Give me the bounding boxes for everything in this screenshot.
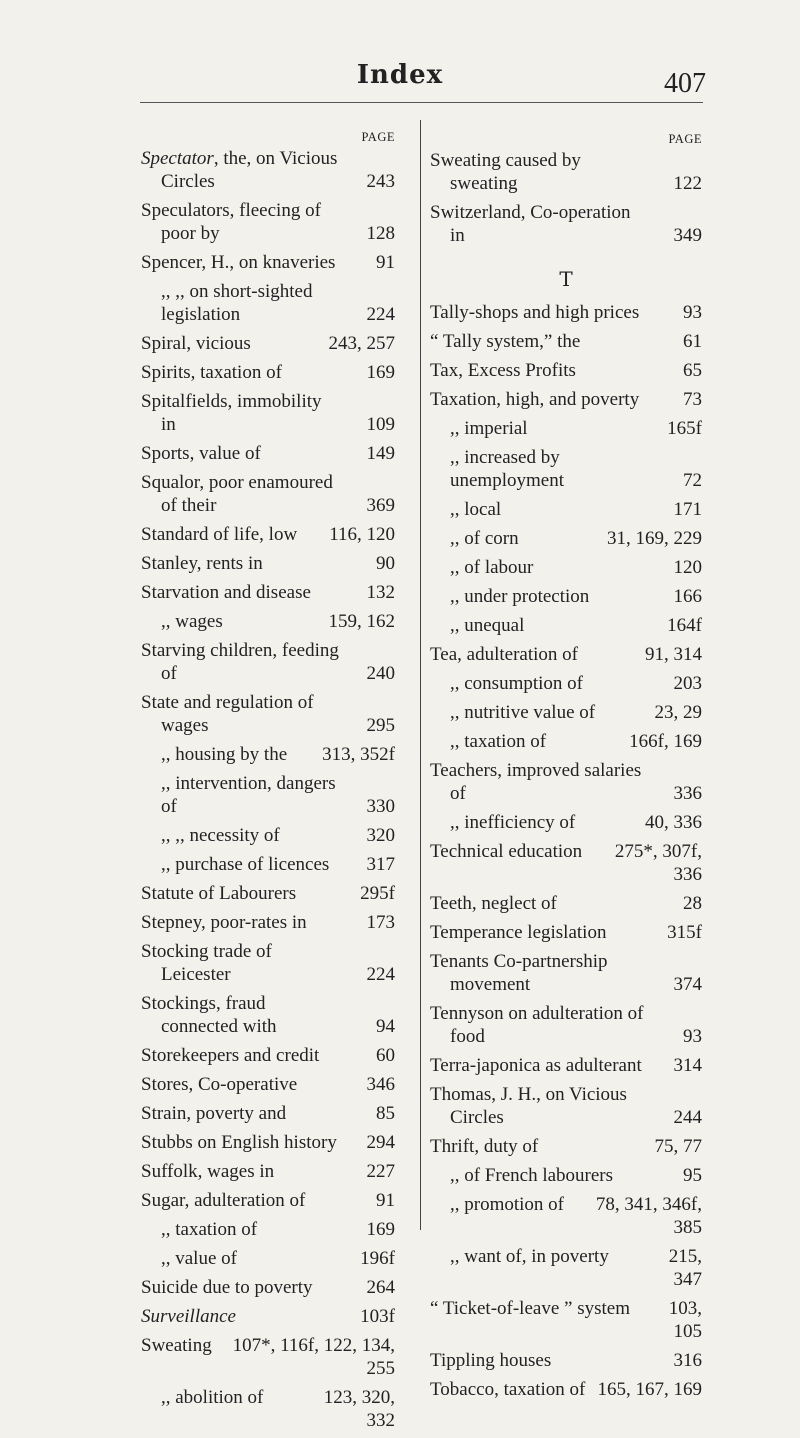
entry-heading: Taxation, high, and poverty xyxy=(430,389,640,410)
entry-pages: 28 xyxy=(683,893,702,914)
index-entry xyxy=(430,446,702,492)
index-entry xyxy=(141,581,395,604)
index-entry xyxy=(430,672,702,695)
entry-pages: 294 xyxy=(366,1132,395,1153)
index-entry xyxy=(141,1160,395,1183)
entry-heading: Suicide due to poverty xyxy=(141,1277,313,1298)
entry-heading: ,, inefficiency of xyxy=(450,812,576,833)
entry-pages: 169 xyxy=(366,1219,395,1240)
index-entry xyxy=(430,921,702,944)
entry-pages: 85 xyxy=(376,1103,395,1124)
entry-pages-continued: 332 xyxy=(366,1410,395,1431)
entry-heading: Tally-shops and high prices xyxy=(430,302,640,323)
entry-pages: 166f, 169 xyxy=(629,731,702,752)
entry-heading: Sugar, adulteration of xyxy=(141,1190,306,1211)
entry-pages: 330 xyxy=(366,796,395,817)
index-entry xyxy=(430,1054,702,1077)
entry-pages: 103f xyxy=(360,1306,395,1327)
entry-pages: 264 xyxy=(366,1277,395,1298)
entry-heading: ,, consumption of xyxy=(450,673,583,694)
index-entry xyxy=(430,301,702,324)
right-column xyxy=(430,132,702,1407)
entry-heading: Sweating xyxy=(141,1335,212,1356)
index-entry xyxy=(141,280,395,326)
index-entry xyxy=(141,442,395,465)
entry-pages: 122 xyxy=(673,173,702,194)
entry-pages: 61 xyxy=(683,331,702,352)
entry-pages: 109 xyxy=(366,414,395,435)
entry-pages: 240 xyxy=(366,663,395,684)
entry-pages: 159, 162 xyxy=(328,611,395,632)
index-entry xyxy=(430,330,702,353)
entry-heading: Standard of life, low xyxy=(141,524,298,545)
index-entry xyxy=(141,772,395,818)
entry-pages: 166 xyxy=(673,586,702,607)
index-entry xyxy=(430,149,702,195)
entry-pages: 23, 29 xyxy=(654,702,702,723)
entry-pages: 91 xyxy=(376,1190,395,1211)
entry-heading: Stepney, poor-rates in xyxy=(141,912,307,933)
entry-pages: 73 xyxy=(683,389,702,410)
page-number: 407 xyxy=(664,68,706,99)
entry-heading: Starving children, feeding of xyxy=(141,640,339,684)
entry-heading: Teeth, neglect of xyxy=(430,893,557,914)
entry-pages: 123, 320, xyxy=(323,1387,395,1408)
index-entry xyxy=(430,556,702,579)
index-entry xyxy=(141,1189,395,1212)
entry-pages: 72 xyxy=(683,470,702,491)
index-entry xyxy=(430,359,702,382)
entry-pages: 149 xyxy=(366,443,395,464)
index-entry xyxy=(141,251,395,274)
index-entry xyxy=(430,1193,702,1239)
index-entry xyxy=(430,811,702,834)
index-entry xyxy=(141,1334,395,1380)
entry-heading: ,, value of xyxy=(161,1248,237,1269)
index-entry xyxy=(430,730,702,753)
index-entry xyxy=(141,332,395,355)
entry-heading: ,, intervention, dangers of xyxy=(161,773,336,817)
entry-pages: 320 xyxy=(366,825,395,846)
entry-pages: 93 xyxy=(683,302,702,323)
entry-pages: 243, 257 xyxy=(328,333,395,354)
entry-pages: 295 xyxy=(366,715,395,736)
entry-pages: 65 xyxy=(683,360,702,381)
entry-heading: Storekeepers and credit xyxy=(141,1045,320,1066)
index-entry xyxy=(141,1131,395,1154)
index-entry xyxy=(430,1164,702,1187)
entry-heading: ,, increased by unemployment xyxy=(450,447,564,491)
entry-heading: Tennyson on adulteration of food xyxy=(430,1003,644,1047)
left-column xyxy=(141,130,395,1438)
index-entry xyxy=(141,853,395,876)
index-entry xyxy=(141,361,395,384)
entry-heading: Stocking trade of Leicester xyxy=(141,941,272,985)
entry-heading: ,, promotion of xyxy=(450,1194,564,1215)
entry-pages-continued: 347 xyxy=(673,1269,702,1290)
entry-heading: Spencer, H., on knaveries xyxy=(141,252,336,273)
page-header xyxy=(0,60,800,120)
index-entry xyxy=(430,1002,702,1048)
entry-heading: Sports, value of xyxy=(141,443,261,464)
entry-heading: ,, of corn xyxy=(450,528,519,549)
index-entry xyxy=(141,390,395,436)
index-entry xyxy=(141,552,395,575)
index-entry xyxy=(141,992,395,1038)
entry-pages: 40, 336 xyxy=(645,812,702,833)
entry-pages: 107*, 116f, 122, 134, xyxy=(232,1335,395,1356)
index-entry xyxy=(141,1102,395,1125)
entry-heading: ,, unequal xyxy=(450,615,525,636)
entry-heading: Stubbs on English history xyxy=(141,1132,337,1153)
entry-heading: Spirits, taxation of xyxy=(141,362,282,383)
entry-pages-continued: 336 xyxy=(673,864,702,885)
entry-heading: Technical education xyxy=(430,841,583,862)
index-entry xyxy=(141,199,395,245)
index-entry xyxy=(430,643,702,666)
entry-pages: 275*, 307f, xyxy=(614,841,702,862)
index-entry xyxy=(141,691,395,737)
index-entry xyxy=(141,1247,395,1270)
entry-pages: 103, xyxy=(668,1298,702,1319)
entry-heading: ,, taxation of xyxy=(161,1219,258,1240)
index-entry xyxy=(430,614,702,637)
entry-pages: 132 xyxy=(366,582,395,603)
index-entry xyxy=(141,1386,395,1432)
entry-pages: 120 xyxy=(673,557,702,578)
entry-heading: ,, taxation of xyxy=(450,731,547,752)
entry-heading: ,, imperial xyxy=(450,418,528,439)
entry-pages-continued: 105 xyxy=(673,1321,702,1342)
entry-pages: 95 xyxy=(683,1165,702,1186)
index-entry xyxy=(141,610,395,633)
entry-pages: 316 xyxy=(673,1350,702,1371)
index-entry xyxy=(430,1083,702,1129)
entry-heading: ,, ,, on short-sighted legislation xyxy=(161,281,313,325)
entry-heading: State and regulation of wages xyxy=(141,692,314,736)
entry-pages: 346 xyxy=(366,1074,395,1095)
entry-pages: 349 xyxy=(673,225,702,246)
index-entry xyxy=(141,1218,395,1241)
entry-heading: Tea, adulteration of xyxy=(430,644,578,665)
index-entry xyxy=(141,911,395,934)
entry-pages: 90 xyxy=(376,553,395,574)
entry-pages: 31, 169, 229 xyxy=(607,528,702,549)
entry-heading: Suffolk, wages in xyxy=(141,1161,275,1182)
index-entry xyxy=(141,471,395,517)
entry-heading: Speculators, fleecing of poor by xyxy=(141,200,321,244)
entry-pages: 165f xyxy=(667,418,702,439)
entry-pages: 374 xyxy=(673,974,702,995)
entry-pages: 116, 120 xyxy=(329,524,395,545)
entry-pages: 295f xyxy=(360,883,395,904)
entry-pages-continued: 385 xyxy=(673,1217,702,1238)
entry-heading: Thomas, J. H., on Vicious Circles xyxy=(430,1084,627,1128)
index-entry xyxy=(430,759,702,805)
entry-heading: Statute of Labourers xyxy=(141,883,297,904)
entry-heading: Terra-japonica as adulterant xyxy=(430,1055,642,1076)
index-entry xyxy=(430,1349,702,1372)
entry-pages: 314 xyxy=(673,1055,702,1076)
index-entry xyxy=(430,388,702,411)
index-entry xyxy=(430,201,702,247)
entry-pages: 171 xyxy=(673,499,702,520)
entry-pages: 91 xyxy=(376,252,395,273)
entry-heading: Stockings, fraud connected with xyxy=(141,993,277,1037)
entry-pages: 173 xyxy=(366,912,395,933)
entry-heading: Strain, poverty and xyxy=(141,1103,287,1124)
right-entry-list xyxy=(430,149,702,1401)
entry-pages: 164f xyxy=(667,615,702,636)
page-column-label: PAGE xyxy=(361,130,395,144)
index-entry xyxy=(430,892,702,915)
index-entry xyxy=(141,639,395,685)
index-entry xyxy=(141,743,395,766)
entry-pages: 369 xyxy=(366,495,395,516)
entry-pages-continued: 255 xyxy=(366,1358,395,1379)
entry-pages: 224 xyxy=(366,304,395,325)
index-entry xyxy=(141,1044,395,1067)
entry-heading: ,, of French labourers xyxy=(450,1165,614,1186)
index-entry xyxy=(430,840,702,886)
entry-pages: 78, 341, 346f, xyxy=(595,1194,702,1215)
entry-heading: ,, wages xyxy=(161,611,223,632)
index-entry xyxy=(141,940,395,986)
entry-heading: Switzerland, Co-operation in xyxy=(430,202,631,246)
entry-pages: 243 xyxy=(366,171,395,192)
index-entry xyxy=(430,498,702,521)
entry-heading: ,, abolition of xyxy=(161,1387,264,1408)
entry-pages: 215, xyxy=(668,1246,702,1267)
entry-pages: 315f xyxy=(667,922,702,943)
running-title: Index xyxy=(356,60,444,90)
entry-pages: 196f xyxy=(360,1248,395,1269)
index-entry xyxy=(141,824,395,847)
entry-heading: Stores, Co-operative xyxy=(141,1074,298,1095)
entry-pages: 203 xyxy=(673,673,702,694)
entry-heading: Tenants Co-partnership movement xyxy=(430,951,608,995)
entry-pages: 169 xyxy=(366,362,395,383)
entry-heading: Sweating caused by sweating xyxy=(430,150,581,194)
entry-heading: ,, housing by the xyxy=(161,744,288,765)
index-entry xyxy=(430,585,702,608)
left-entry-list xyxy=(141,147,395,1432)
index-entry xyxy=(141,1073,395,1096)
index-entry xyxy=(430,1245,702,1291)
entry-heading: Squalor, poor enamoured of their xyxy=(141,472,333,516)
entry-pages: 317 xyxy=(366,854,395,875)
entry-heading: ,, want of, in poverty xyxy=(450,1246,609,1267)
index-entry xyxy=(141,1305,395,1328)
entry-pages: 93 xyxy=(683,1026,702,1047)
column-divider xyxy=(420,120,421,1230)
entry-pages: 227 xyxy=(366,1161,395,1182)
index-entry xyxy=(430,950,702,996)
page-column-label: PAGE xyxy=(668,132,702,146)
entry-heading: Tobacco, taxation of xyxy=(430,1379,586,1400)
header-rule xyxy=(140,102,703,103)
index-entry xyxy=(141,147,395,193)
entry-heading: ,, nutritive value of xyxy=(450,702,596,723)
entry-heading: ,, under protection xyxy=(450,586,590,607)
entry-heading: Starvation and disease xyxy=(141,582,311,603)
entry-heading: Spitalfields, immobility in xyxy=(141,391,322,435)
entry-heading: Stanley, rents in xyxy=(141,553,263,574)
entry-heading: ,, ,, necessity of xyxy=(161,825,280,846)
index-entry xyxy=(430,527,702,550)
entry-pages: 244 xyxy=(673,1107,702,1128)
entry-heading: ,, of labour xyxy=(450,557,534,578)
entry-heading: ,, local xyxy=(450,499,502,520)
entry-heading: “ Tally system,” the xyxy=(430,331,581,352)
index-entry xyxy=(141,882,395,905)
entry-heading: Temperance legislation xyxy=(430,922,607,943)
entry-pages: 94 xyxy=(376,1016,395,1037)
entry-heading: ,, purchase of licences xyxy=(161,854,330,875)
entry-heading: Tippling houses xyxy=(430,1350,552,1371)
entry-heading: Teachers, improved salaries of xyxy=(430,760,642,804)
index-entry xyxy=(141,523,395,546)
index-entry xyxy=(430,417,702,440)
entry-pages: 128 xyxy=(366,223,395,244)
entry-pages: 60 xyxy=(376,1045,395,1066)
index-entry xyxy=(430,1378,702,1401)
entry-heading: “ Ticket-of-leave ” system xyxy=(430,1298,630,1319)
entry-pages: 224 xyxy=(366,964,395,985)
entry-heading: Spiral, vicious xyxy=(141,333,251,354)
entry-heading: Thrift, duty of xyxy=(430,1136,539,1157)
entry-pages: 165, 167, 169 xyxy=(597,1379,702,1400)
section-letter: T xyxy=(559,267,573,291)
entry-pages: 75, 77 xyxy=(654,1136,702,1157)
entry-heading: Spectator, the, on Vicious Circles xyxy=(141,148,338,192)
entry-pages: 313, 352f xyxy=(322,744,395,765)
entry-pages: 336 xyxy=(673,783,702,804)
entry-heading: Tax, Excess Profits xyxy=(430,360,576,381)
entry-pages: 91, 314 xyxy=(645,644,702,665)
index-entry xyxy=(430,1135,702,1158)
entry-heading: Surveillance xyxy=(141,1306,236,1327)
index-entry xyxy=(430,701,702,724)
index-entry xyxy=(430,1297,702,1343)
